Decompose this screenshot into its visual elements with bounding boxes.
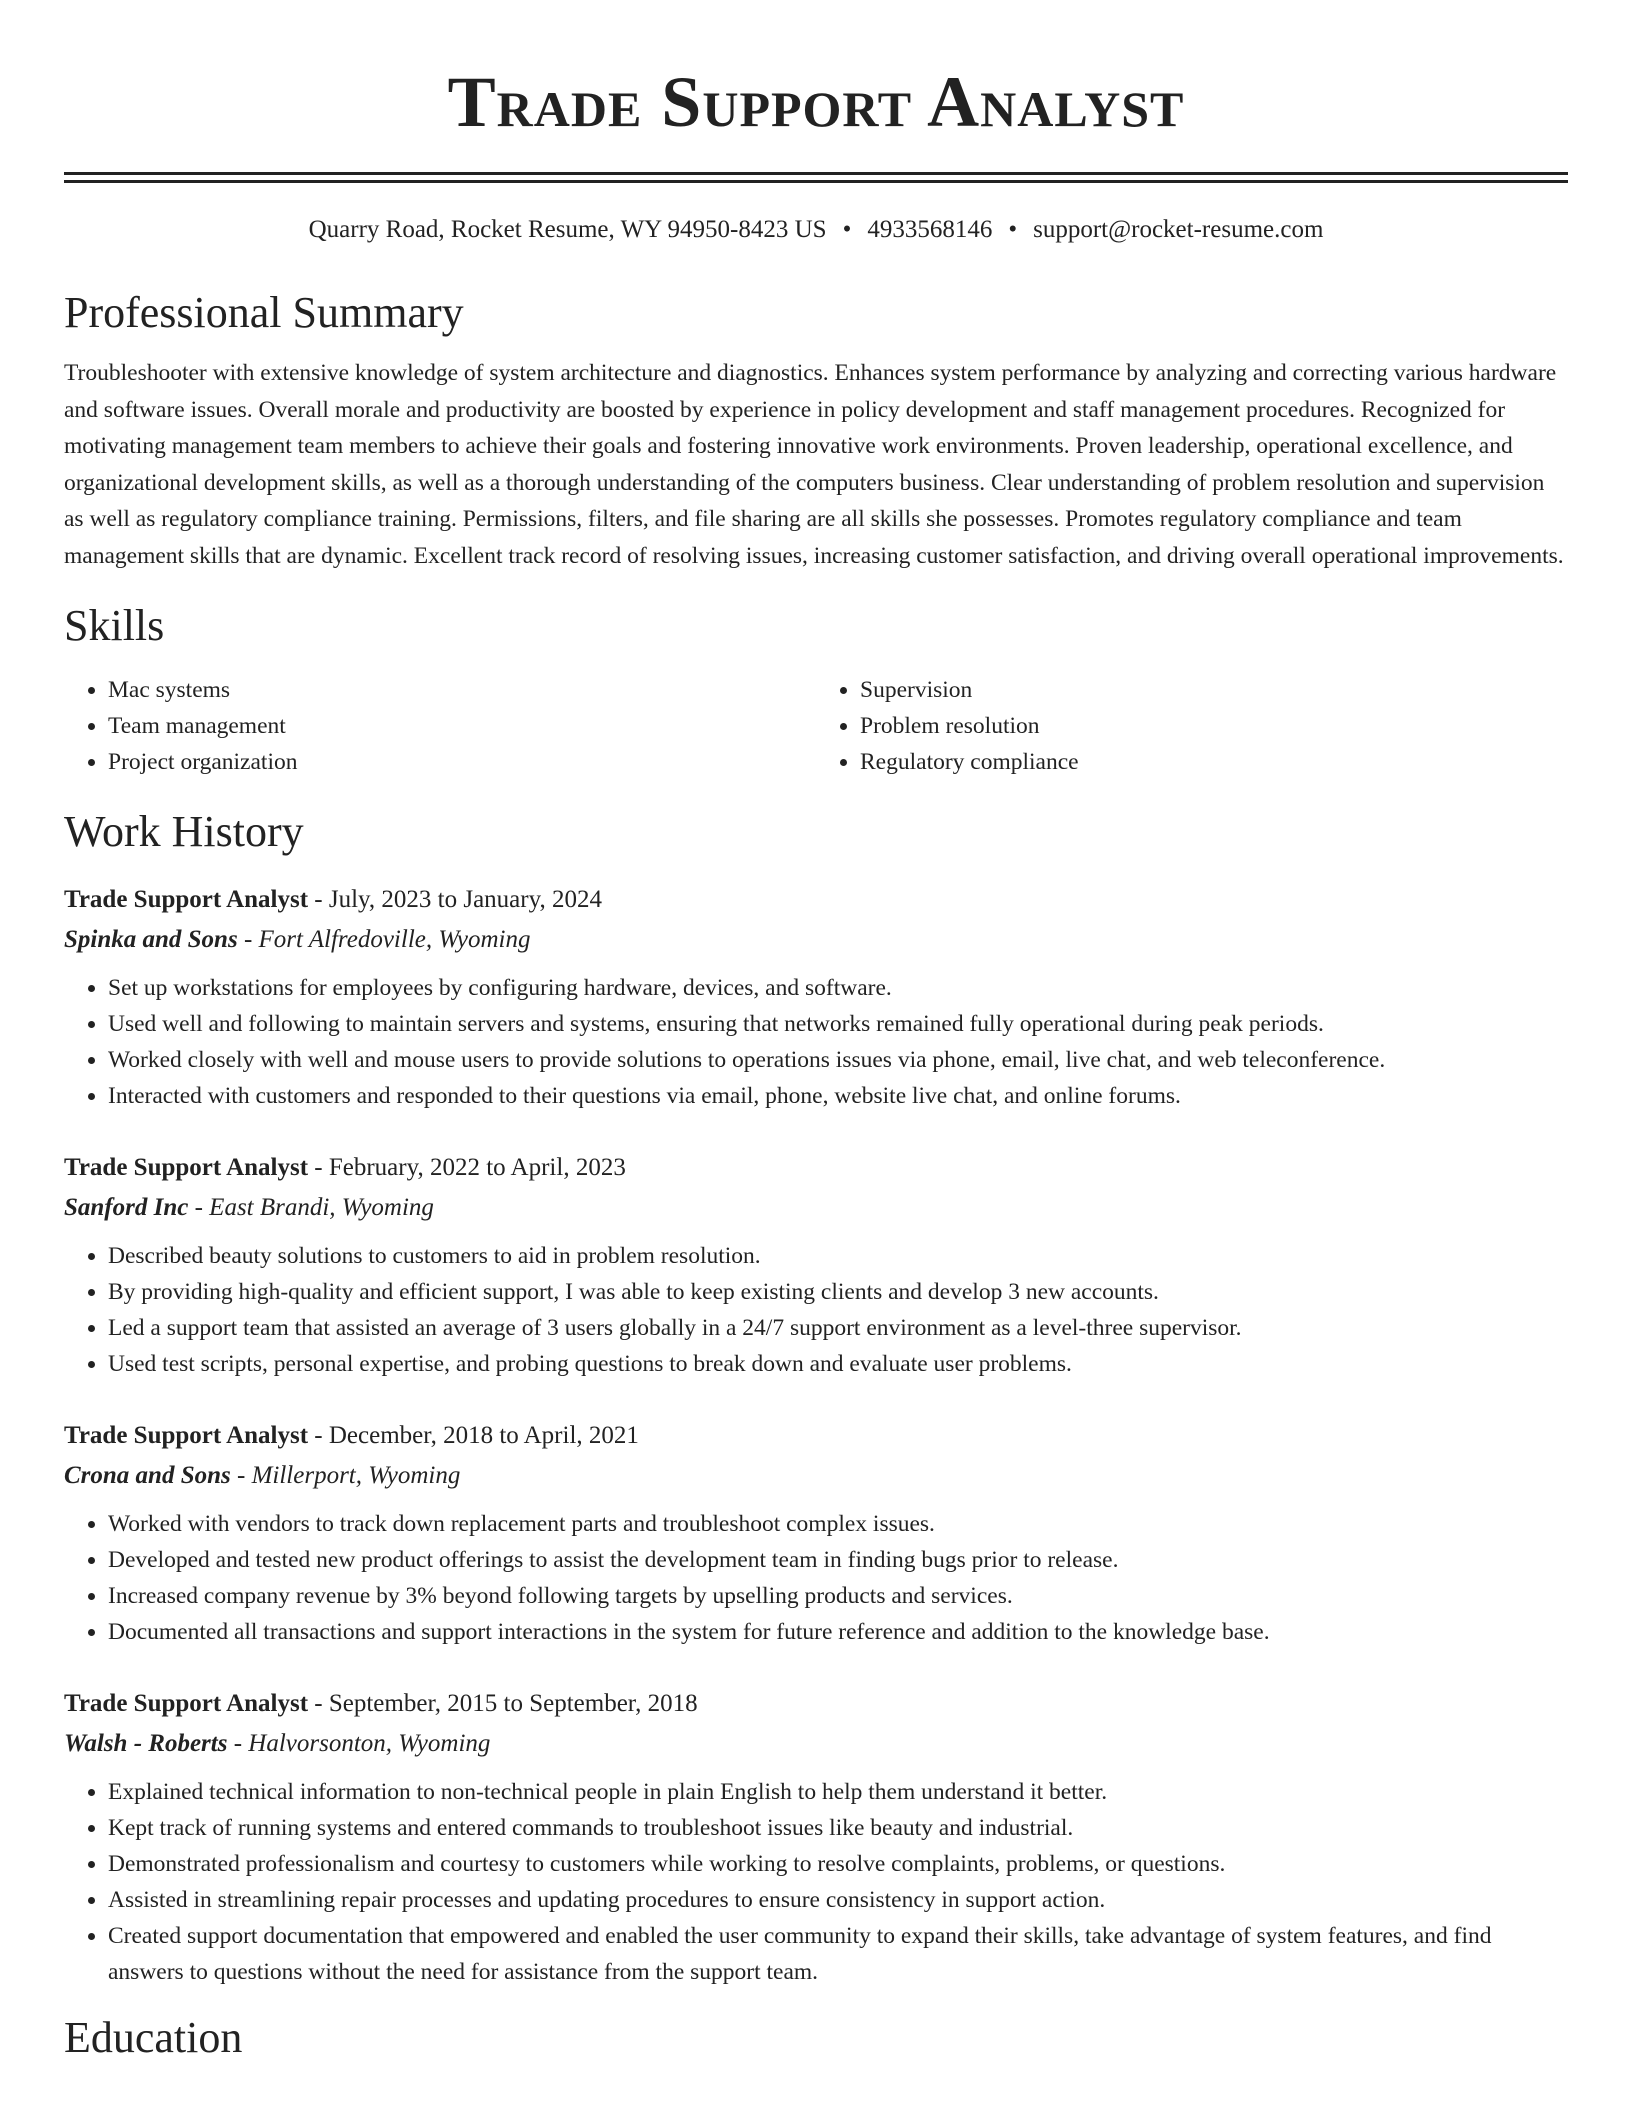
job-title: Trade Support Analyst <box>64 1690 309 1717</box>
job-title-line <box>64 880 1568 920</box>
job-bullet: • Led a support team that assisted an average of 3 users globally in a 24/7 support environment as a level-three supervisor. <box>108 1310 1568 1346</box>
job-entry <box>64 1416 1568 1650</box>
job-bullet: • By providing high-quality and efficient support, I was able to keep existing clients and develop 3 new accounts. <box>108 1274 1568 1310</box>
job-location: - Fort Alfredoville, Wyoming <box>237 926 531 953</box>
job-bullet: • Interacted with customers and responded to their questions via email, phone, website live chat, and online forums. <box>108 1078 1568 1114</box>
job-location: - East Brandi, Wyoming <box>188 1194 434 1221</box>
skill-item: • Regulatory compliance <box>860 744 1568 780</box>
job-title-line <box>64 1684 1568 1724</box>
job-dates: - December, 2018 to April, 2021 <box>308 1422 639 1449</box>
job-company: Crona and Sons <box>64 1462 231 1489</box>
contact-line <box>64 213 1568 247</box>
job-bullets <box>64 1774 1568 1990</box>
skill-item: • Supervision <box>860 672 1568 708</box>
job-dates: - July, 2023 to January, 2024 <box>308 886 602 913</box>
job-company: Sanford Inc <box>64 1194 189 1221</box>
job-company-line <box>64 920 1568 960</box>
job-company-line <box>64 1456 1568 1496</box>
job-title: Trade Support Analyst <box>64 1154 309 1181</box>
section-heading-summary: Professional Summary <box>64 288 464 337</box>
title-divider <box>64 172 1568 183</box>
resume-title: Trade Support Analyst <box>447 62 1185 142</box>
job-company-line <box>64 1188 1568 1228</box>
skill-item: • Project organization <box>108 744 816 780</box>
job-entry <box>64 1148 1568 1382</box>
contact-email: support@rocket-resume.com <box>1033 216 1324 243</box>
job-bullet: • Used test scripts, personal expertise, and probing questions to break down and evaluate user problems. <box>108 1346 1568 1382</box>
job-bullet: • Described beauty solutions to customers to aid in problem resolution. <box>108 1238 1568 1274</box>
job-bullet: • Explained technical information to non-technical people in plain English to help them understand it better. <box>108 1774 1568 1810</box>
job-bullet: • Worked with vendors to track down replacement parts and troubleshoot complex issues. <box>108 1506 1568 1542</box>
skill-item: • Mac systems <box>108 672 816 708</box>
section-heading-work-history: Work History <box>64 807 304 856</box>
job-bullet: • Increased company revenue by 3% beyond following targets by upselling products and services. <box>108 1578 1568 1614</box>
job-bullet: • Demonstrated professionalism and courtesy to customers while working to resolve complaints, problems, or questions. <box>108 1846 1568 1882</box>
job-title-line <box>64 1416 1568 1456</box>
job-bullets <box>64 1506 1568 1650</box>
contact-separator: • <box>1008 216 1018 243</box>
summary-text: Troubleshooter with extensive knowledge of system architecture and diagnostics. Enhances system performance by analyzing and correcting various hardware and software issues. Overall morale and productivity are boosted by experience in policy development and staff management procedures. Recognized for motivating management team members to achieve their goals and fostering innovative work environments. Proven leadership, operational excellence, and organizational development skills, as well as a thorough understanding of the computers business. Clear understanding of problem resolution and supervision as well as regulatory compliance training. Permissions, filters, and file sharing are all skills she possesses. Promotes regulatory compliance and team management skills that are dynamic. Excellent track record of resolving issues, increasing customer satisfaction, and driving overall operational improvements. <box>64 360 1564 569</box>
job-bullets <box>64 1238 1568 1382</box>
job-title: Trade Support Analyst <box>64 886 309 913</box>
job-title-line <box>64 1148 1568 1188</box>
job-entry <box>64 1684 1568 1990</box>
skills-column-right <box>816 672 1568 780</box>
job-bullet: • Worked closely with well and mouse users to provide solutions to operations issues via phone, email, live chat, and web teleconference. <box>108 1042 1568 1078</box>
job-entry <box>64 880 1568 1114</box>
section-heading-education: Education <box>64 2013 243 2062</box>
job-bullets <box>64 970 1568 1114</box>
skills-column-left <box>64 672 816 780</box>
job-bullet: • Created support documentation that empowered and enabled the user community to expand their skills, take advantage of system features, and find answers to questions without the need for assistance from the support team. <box>108 1918 1568 1990</box>
job-bullet: • Developed and tested new product offerings to assist the development team in finding bugs prior to release. <box>108 1542 1568 1578</box>
job-location: - Millerport, Wyoming <box>230 1462 461 1489</box>
skills-list <box>64 672 1568 780</box>
skill-item: • Problem resolution <box>860 708 1568 744</box>
job-bullet: • Kept track of running systems and entered commands to troubleshoot issues like beauty and industrial. <box>108 1810 1568 1846</box>
job-company-line <box>64 1724 1568 1764</box>
job-company: Spinka and Sons <box>64 926 238 953</box>
job-company: Walsh - Roberts <box>64 1730 228 1757</box>
job-title: Trade Support Analyst <box>64 1422 309 1449</box>
job-bullet: • Assisted in streamlining repair processes and updating procedures to ensure consistency in support action. <box>108 1882 1568 1918</box>
job-location: - Halvorsonton, Wyoming <box>227 1730 491 1757</box>
skill-item: • Team management <box>108 708 816 744</box>
contact-address: Quarry Road, Rocket Resume, WY 94950-8423 US <box>308 216 827 243</box>
job-bullet: • Set up workstations for employees by configuring hardware, devices, and software. <box>108 970 1568 1006</box>
section-heading-skills: Skills <box>64 601 165 650</box>
contact-phone: 4933568146 <box>867 216 993 243</box>
job-dates: - February, 2022 to April, 2023 <box>308 1154 626 1181</box>
job-dates: - September, 2015 to September, 2018 <box>308 1690 698 1717</box>
contact-separator: • <box>842 216 852 243</box>
job-bullet: • Used well and following to maintain servers and systems, ensuring that networks remained fully operational during peak periods. <box>108 1006 1568 1042</box>
job-bullet: • Documented all transactions and support interactions in the system for future reference and addition to the knowledge base. <box>108 1614 1568 1650</box>
